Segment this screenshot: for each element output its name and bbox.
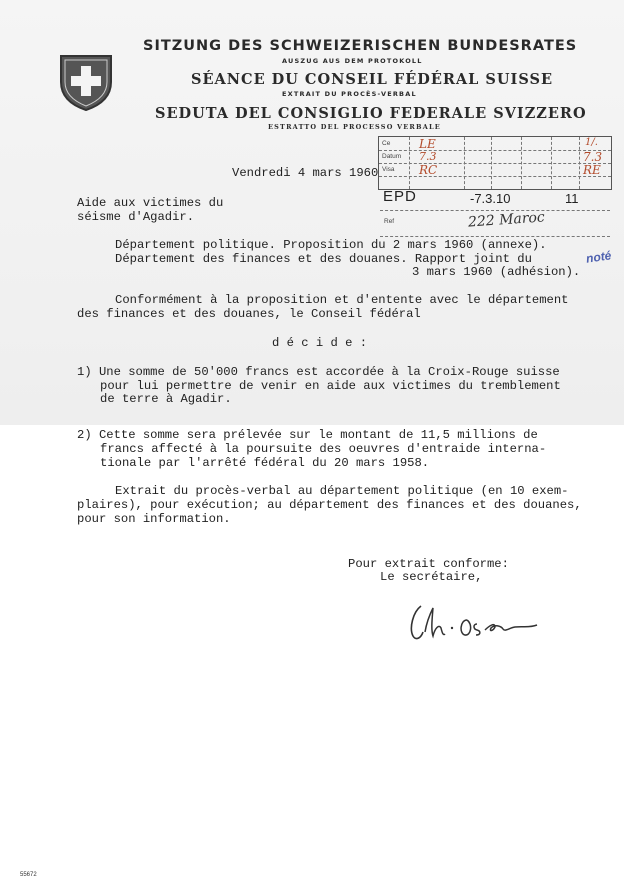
distribution-line-1: Extrait du procès-verbal au département politique (en 10 exem-	[115, 484, 569, 498]
header-title-it: SEDUTA DEL CONSIGLIO FEDERALE SVIZZERO	[155, 105, 587, 122]
stamp-mark-ce: LE	[419, 137, 436, 151]
distribution-line-3: pour son information.	[77, 512, 231, 526]
epd-stamp-divider	[380, 210, 610, 211]
document-date: Vendredi 4 mars 1960	[232, 166, 379, 180]
signature-icon	[405, 598, 545, 644]
decision-item-2-line-2: francs affecté à la poursuite des oeuvres d'entraide interna-	[100, 442, 547, 456]
stamp-ref-handwritten: 222 Maroc	[467, 209, 546, 231]
epd-stamp-date: -7.3.10	[470, 191, 511, 206]
intro-line-1: Conformément à la proposition et d'entente avec le département	[115, 293, 569, 307]
registration-stamp	[378, 136, 612, 190]
stamp-mark-right2: 7.3	[583, 150, 603, 164]
stamp-mark-right1: 1/.	[585, 137, 598, 148]
epd-stamp-divider	[380, 236, 610, 237]
stamp-label-datum: Datum	[382, 153, 402, 160]
header-title-fr: SÉANCE DU CONSEIL FÉDÉRAL SUISSE	[191, 71, 554, 88]
decision-heading: d é c i d e :	[272, 336, 368, 350]
epd-stamp-number: 11	[565, 191, 579, 206]
swiss-crest-icon	[58, 52, 114, 112]
stamp-label-visa: Visa	[382, 166, 395, 173]
decision-item-1-line-3: de terre à Agadir.	[100, 392, 232, 406]
header-title-de: SITZUNG DES SCHWEIZERISCHEN BUNDESRATES	[143, 38, 578, 54]
note-stamp: noté	[585, 248, 613, 266]
distribution-line-2: plaires), pour exécution; au département des finances et des douanes,	[77, 498, 582, 512]
stamp-label-ref: Ref	[384, 218, 395, 225]
reference-line-2: Département des finances et des douanes. Rapport joint du	[115, 252, 532, 266]
decision-item-1-line-2: pour lui permettre de venir en aide aux victimes du tremblement	[100, 379, 561, 393]
subject-line-2: séisme d'Agadir.	[77, 210, 195, 224]
closing-line-2: Le secrétaire,	[380, 570, 483, 584]
reference-line-1: Département politique. Proposition du 2 mars 1960 (annexe).	[115, 238, 547, 252]
stamp-label-ce: Ce	[382, 140, 391, 147]
reference-line-3: 3 mars 1960 (adhésion).	[412, 265, 581, 279]
intro-line-2: des finances et des douanes, le Conseil fédéral	[77, 307, 421, 321]
closing-line-1: Pour extrait conforme:	[348, 557, 509, 571]
decision-item-2-line-3: tionale par l'arrêté fédéral du 20 mars 1958.	[100, 456, 430, 470]
epd-stamp-label: EPD	[383, 188, 417, 205]
header-subtitle-it: ESTRATTO DEL PROCESSO VERBALE	[268, 123, 441, 131]
subject-line-1: Aide aux victimes du	[77, 196, 224, 210]
header-subtitle-fr: EXTRAIT DU PROCÈS-VERBAL	[282, 90, 417, 98]
header-subtitle-de: AUSZUG AUS DEM PROTOKOLL	[282, 57, 423, 65]
decision-item-1-line-1: 1) Une somme de 50'000 francs est accordée à la Croix-Rouge suisse	[77, 365, 560, 379]
page-number: 55672	[20, 872, 37, 878]
stamp-mark-right3: RE	[583, 163, 601, 177]
stamp-mark-datum: 7.3	[419, 150, 437, 163]
decision-item-2-line-1: 2) Cette somme sera prélevée sur le montant de 11,5 millions de	[77, 428, 538, 442]
stamp-mark-visa: RC	[419, 163, 438, 177]
